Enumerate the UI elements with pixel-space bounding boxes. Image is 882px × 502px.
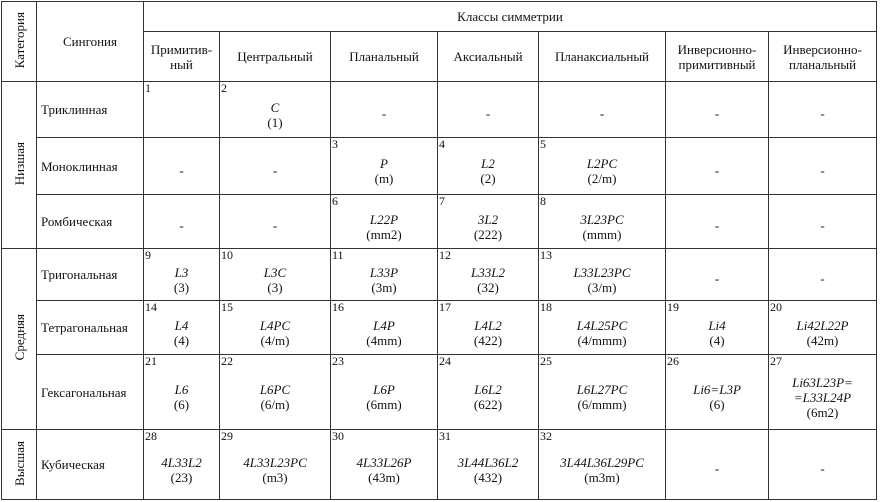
category-cell xyxy=(2,249,37,430)
class-number: 7 xyxy=(439,194,445,208)
class-cell xyxy=(769,195,877,249)
class-number: 32 xyxy=(540,429,552,443)
class-cell xyxy=(144,430,220,500)
class-cell xyxy=(331,430,438,500)
empty-dash: - xyxy=(820,271,825,286)
class-number: 28 xyxy=(145,429,157,443)
class-formula: L2 xyxy=(481,156,495,171)
class-cell xyxy=(769,138,877,195)
syngony-name: Тетрагональная xyxy=(37,301,144,355)
class-number: 23 xyxy=(332,354,344,368)
class-cell xyxy=(144,301,220,355)
syngony-name: Ромбическая xyxy=(37,195,144,249)
class-number: 19 xyxy=(667,300,679,314)
class-cell xyxy=(220,301,331,355)
class-formula: 3L23PC xyxy=(580,211,624,227)
international-symbol: (6/mmm) xyxy=(577,397,627,412)
class-formula: Li42L22P xyxy=(796,317,849,333)
class-cell xyxy=(331,301,438,355)
class-content xyxy=(144,445,219,485)
class-number: 22 xyxy=(221,354,233,368)
class-content xyxy=(144,372,219,412)
class-number: 17 xyxy=(439,300,451,314)
international-symbol: (m3) xyxy=(262,469,288,485)
class-cell xyxy=(220,138,331,195)
class-content xyxy=(438,202,538,242)
class-cell xyxy=(769,430,877,500)
international-symbol: (1) xyxy=(267,114,283,130)
international-symbol: (3) xyxy=(173,279,190,295)
empty-dash: - xyxy=(381,106,387,121)
class-column-header: Планаксиальный xyxy=(539,32,666,82)
symmetry-classes-table xyxy=(1,1,877,500)
category-label: Средняя xyxy=(11,314,27,361)
class-formula: L2PC xyxy=(586,156,618,171)
empty-dash: - xyxy=(820,162,825,178)
class-number: 30 xyxy=(332,429,344,443)
class-content xyxy=(331,372,437,412)
class-column-header: Аксиальный xyxy=(438,32,539,82)
class-cell xyxy=(539,430,666,500)
class-content xyxy=(438,255,538,295)
class-formula: 4L33L2 xyxy=(161,454,202,470)
class-formula: L33P xyxy=(369,264,399,280)
class-cell xyxy=(438,430,539,500)
class-content xyxy=(331,146,437,186)
class-formula: L22P xyxy=(369,211,399,227)
class-content xyxy=(539,255,665,295)
class-content xyxy=(438,146,538,186)
class-formula: L4PC xyxy=(259,317,291,333)
class-number: 25 xyxy=(540,354,552,368)
class-number: 16 xyxy=(332,300,344,314)
class-number: 10 xyxy=(221,248,233,262)
class-number: 31 xyxy=(439,429,451,443)
empty-dash: - xyxy=(820,461,825,476)
international-symbol: (422) xyxy=(473,332,503,348)
class-cell xyxy=(331,138,438,195)
empty-dash: - xyxy=(714,106,720,121)
international-symbol: (6m2) xyxy=(806,404,839,420)
class-content xyxy=(539,372,665,412)
class-formula: 4L33L26P xyxy=(356,454,412,470)
empty-dash: - xyxy=(179,162,184,178)
class-cell xyxy=(769,355,877,430)
international-symbol: (m) xyxy=(374,171,394,186)
class-content xyxy=(331,445,437,485)
international-symbol: (mm2) xyxy=(366,226,402,242)
international-symbol: (23) xyxy=(170,469,193,485)
class-formula: L4L25PC xyxy=(576,317,628,333)
class-formula: L4 xyxy=(174,317,189,333)
class-formula: L3 xyxy=(174,264,189,280)
class-cell xyxy=(144,249,220,301)
international-symbol: (3/m) xyxy=(587,279,617,295)
class-cell xyxy=(666,430,769,500)
class-cell xyxy=(220,195,331,249)
class-content xyxy=(144,255,219,295)
international-symbol: (222) xyxy=(473,226,503,242)
class-content xyxy=(438,372,538,412)
class-formula: L6PC xyxy=(259,382,291,397)
empty-dash: - xyxy=(485,106,491,121)
syngony-name: Тригональная xyxy=(37,249,144,301)
international-symbol: (6/m) xyxy=(260,397,290,412)
class-cell xyxy=(438,301,539,355)
international-symbol: (622) xyxy=(473,397,503,412)
class-formula: 3L44L36L2 xyxy=(457,454,519,470)
class-content xyxy=(666,308,768,348)
class-number: 4 xyxy=(439,137,445,151)
class-cell xyxy=(769,301,877,355)
class-cell xyxy=(220,82,331,138)
class-formula: 3L2 xyxy=(477,211,499,227)
class-number: 2 xyxy=(221,81,227,95)
international-symbol: (6mm) xyxy=(366,397,402,412)
empty-dash: - xyxy=(272,162,278,178)
empty-dash: - xyxy=(714,162,720,178)
class-number: 18 xyxy=(540,300,552,314)
table-row xyxy=(2,301,877,355)
class-content xyxy=(438,308,538,348)
international-symbol: (32) xyxy=(477,279,499,295)
class-number: 5 xyxy=(540,137,546,151)
class-content xyxy=(539,308,665,348)
class-formula: Li4 xyxy=(708,317,726,333)
class-number: 13 xyxy=(540,248,552,262)
table-row xyxy=(2,430,877,500)
international-symbol: (4mm) xyxy=(366,332,402,348)
empty-dash: - xyxy=(599,106,605,121)
class-content xyxy=(220,372,330,412)
class-cell xyxy=(438,249,539,301)
class-content xyxy=(220,90,330,130)
international-symbol: (42m) xyxy=(806,332,839,348)
class-cell xyxy=(666,195,769,249)
class-number: 9 xyxy=(145,248,151,262)
class-formula-cont: =L33L24P xyxy=(793,389,852,405)
class-number: 8 xyxy=(540,194,546,208)
class-formula: 3L44L36L29PC xyxy=(560,454,644,470)
class-content xyxy=(769,365,876,420)
international-symbol: (4/m) xyxy=(260,332,290,348)
international-symbol: (3m) xyxy=(371,279,397,295)
empty-dash: - xyxy=(272,218,278,233)
syngony-header xyxy=(37,2,144,82)
class-content xyxy=(769,308,876,348)
class-number: 29 xyxy=(221,429,233,443)
international-symbol: (2/m) xyxy=(587,171,617,186)
international-symbol: (43m) xyxy=(368,469,400,485)
class-number: 11 xyxy=(332,248,344,262)
table-row xyxy=(2,355,877,430)
class-formula: Li6=L3P xyxy=(693,382,741,397)
category-header-text: Категория xyxy=(11,11,27,69)
table-row xyxy=(2,195,877,249)
class-content xyxy=(331,255,437,295)
class-cell xyxy=(539,355,666,430)
class-cell xyxy=(438,355,539,430)
class-cell xyxy=(539,82,666,138)
class-number: 26 xyxy=(667,354,679,368)
class-formula: L33L23PC xyxy=(573,264,631,280)
international-symbol: (6) xyxy=(709,397,725,412)
symmetry-classes-header: Классы симметрии xyxy=(144,2,877,32)
class-number: 24 xyxy=(439,354,451,368)
class-cell xyxy=(666,82,769,138)
international-symbol: (2) xyxy=(480,171,496,186)
category-cell xyxy=(2,82,37,249)
category-header xyxy=(2,2,37,82)
class-cell xyxy=(144,355,220,430)
international-symbol: (m3m) xyxy=(584,469,620,485)
class-number: 21 xyxy=(145,354,157,368)
class-formula: C xyxy=(270,99,280,115)
class-formula: Li63L23P= xyxy=(792,374,853,390)
class-number: 14 xyxy=(145,300,157,314)
class-cell xyxy=(438,82,539,138)
class-content xyxy=(220,255,330,295)
class-cell xyxy=(769,249,877,301)
empty-dash: - xyxy=(820,106,825,121)
class-cell xyxy=(539,249,666,301)
table-row xyxy=(2,249,877,301)
class-formula: 4L33L23PC xyxy=(243,454,307,470)
empty-dash: - xyxy=(820,218,825,233)
class-cell xyxy=(769,82,877,138)
class-number: 27 xyxy=(770,354,782,368)
international-symbol: (4) xyxy=(173,332,190,348)
class-cell xyxy=(331,82,438,138)
class-number: 3 xyxy=(332,137,338,151)
class-content xyxy=(539,146,665,186)
class-formula: L4P xyxy=(373,317,395,333)
class-number: 15 xyxy=(221,300,233,314)
class-formula: L6L27PC xyxy=(576,382,628,397)
class-number: 1 xyxy=(145,81,151,95)
empty-dash: - xyxy=(714,218,720,233)
table-row xyxy=(2,138,877,195)
class-cell xyxy=(144,138,220,195)
class-content xyxy=(331,308,437,348)
class-number: 12 xyxy=(439,248,451,262)
international-symbol: (432) xyxy=(473,469,503,485)
class-content xyxy=(220,445,330,485)
class-cell xyxy=(539,138,666,195)
class-content xyxy=(539,445,665,485)
class-number: 6 xyxy=(332,194,338,208)
category-label: Низшая xyxy=(11,141,27,186)
class-cell xyxy=(438,138,539,195)
international-symbol: (mmm) xyxy=(582,226,622,242)
class-content xyxy=(220,308,330,348)
class-cell xyxy=(331,249,438,301)
class-cell xyxy=(666,355,769,430)
international-symbol: (3) xyxy=(267,279,283,295)
class-column-header: Планальный xyxy=(331,32,438,82)
class-cell xyxy=(331,355,438,430)
class-content xyxy=(666,372,768,412)
class-cell xyxy=(539,301,666,355)
class-cell xyxy=(438,195,539,249)
empty-dash: - xyxy=(714,461,720,476)
class-formula: L6 xyxy=(174,382,189,397)
class-cell xyxy=(220,355,331,430)
class-number: 20 xyxy=(770,300,782,314)
class-cell xyxy=(666,249,769,301)
class-cell xyxy=(144,82,220,138)
class-content xyxy=(438,445,538,485)
category-cell xyxy=(2,430,37,500)
empty-dash: - xyxy=(179,218,184,233)
class-formula: L3C xyxy=(263,264,287,280)
international-symbol: (4) xyxy=(709,332,725,348)
syngony-name: Гексагональная xyxy=(37,355,144,430)
class-formula: L6P xyxy=(373,382,395,397)
syngony-name: Триклинная xyxy=(37,82,144,138)
class-cell xyxy=(220,249,331,301)
class-formula: L6L2 xyxy=(474,382,502,397)
international-symbol: (6) xyxy=(173,397,190,412)
class-formula: L33L2 xyxy=(471,264,505,280)
class-column-header: Инверсионно-примитивный xyxy=(666,32,769,82)
syngony-name: Кубическая xyxy=(37,430,144,500)
class-cell xyxy=(666,301,769,355)
class-cell xyxy=(666,138,769,195)
class-formula: P xyxy=(380,156,388,171)
class-content xyxy=(144,105,219,115)
class-cell xyxy=(331,195,438,249)
empty-dash: - xyxy=(714,271,720,286)
syngony-header-text: Сингония xyxy=(63,34,117,49)
class-column-header: Центральный xyxy=(220,32,331,82)
class-column-header: Примитив-ный xyxy=(144,32,220,82)
class-content xyxy=(331,202,437,242)
class-content xyxy=(539,202,665,242)
class-column-header: Инверсионно-планальный xyxy=(769,32,877,82)
category-label: Высшая xyxy=(11,440,27,486)
international-symbol: (4/mmm) xyxy=(577,332,627,348)
class-cell xyxy=(144,195,220,249)
table-row xyxy=(2,82,877,138)
syngony-name: Моноклинная xyxy=(37,138,144,195)
class-formula: L4L2 xyxy=(474,317,502,333)
class-cell xyxy=(220,430,331,500)
class-cell xyxy=(539,195,666,249)
